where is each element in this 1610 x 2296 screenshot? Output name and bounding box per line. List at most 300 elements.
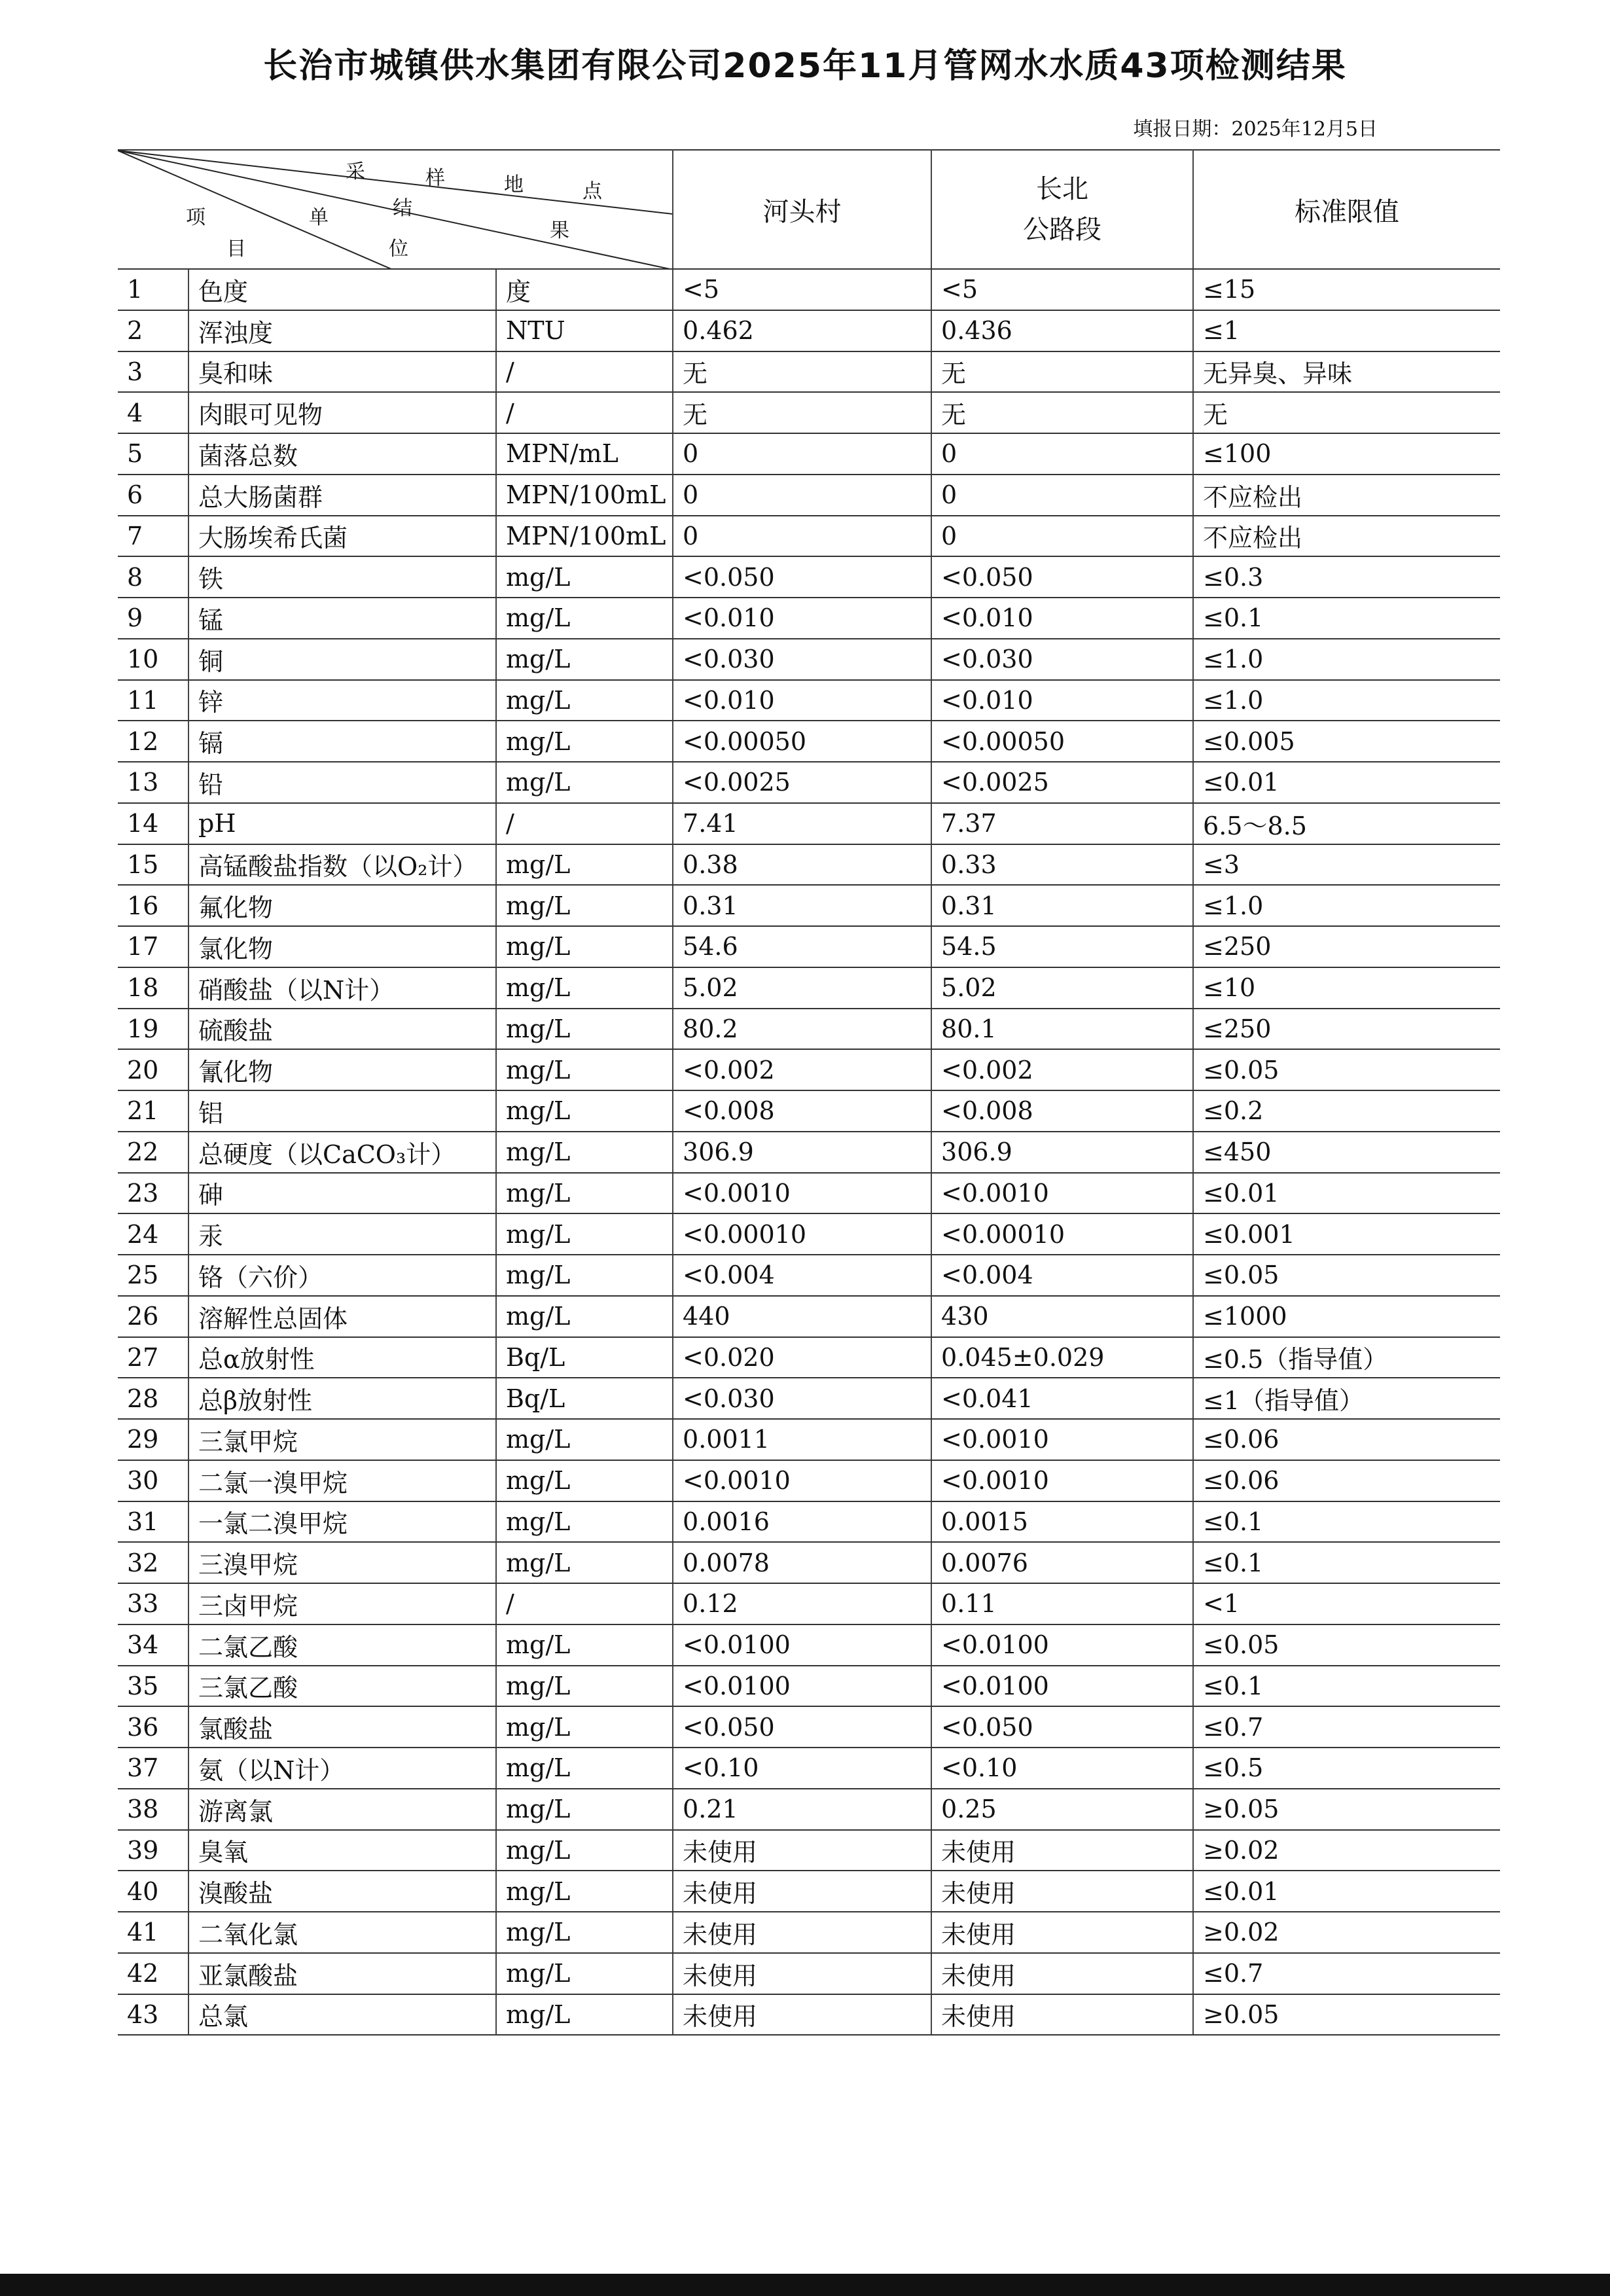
header-label: 目	[226, 238, 246, 260]
site2-value: <0.0010	[931, 1419, 1193, 1460]
table-row	[118, 1132, 1500, 1173]
site1-value: <0.010	[673, 680, 931, 721]
table-row	[118, 1255, 1500, 1296]
row-number: 7	[118, 516, 188, 557]
standard-limit: <1	[1193, 1583, 1500, 1624]
unit: mg/L	[496, 1871, 673, 1912]
site2-value: 未使用	[931, 1830, 1193, 1871]
standard-limit: ≥0.05	[1193, 1994, 1500, 2036]
table-row	[118, 1748, 1500, 1789]
table-row	[118, 392, 1500, 433]
table-row	[118, 721, 1500, 762]
table-row	[118, 1912, 1500, 1953]
site1-value: <5	[673, 269, 931, 310]
standard-limit: ≤0.1	[1193, 1542, 1500, 1583]
standard-limit: ≤250	[1193, 926, 1500, 967]
site2-value: 0	[931, 475, 1193, 516]
site1-value: 0.38	[673, 844, 931, 886]
item-name: 镉	[188, 721, 496, 762]
table-row	[118, 1378, 1500, 1419]
table-row	[118, 556, 1500, 598]
unit: mg/L	[496, 762, 673, 803]
site2-value: 未使用	[931, 1953, 1193, 1994]
row-number: 18	[118, 967, 188, 1009]
table-row	[118, 1789, 1500, 1830]
unit: mg/L	[496, 1542, 673, 1583]
item-name: pH	[188, 803, 496, 844]
unit: mg/L	[496, 1666, 673, 1707]
site2-value: 5.02	[931, 967, 1193, 1009]
unit: /	[496, 351, 673, 393]
site2-value: 306.9	[931, 1132, 1193, 1173]
row-number: 26	[118, 1296, 188, 1337]
site1-value: 未使用	[673, 1871, 931, 1912]
row-number: 12	[118, 721, 188, 762]
standard-limit: ≤0.005	[1193, 721, 1500, 762]
row-number: 2	[118, 310, 188, 351]
unit: mg/L	[496, 1009, 673, 1050]
standard-limit: ≤1.0	[1193, 680, 1500, 721]
site1-value: 5.02	[673, 967, 931, 1009]
site2-value: 80.1	[931, 1009, 1193, 1050]
unit: mg/L	[496, 967, 673, 1009]
row-number: 8	[118, 556, 188, 598]
site2-value: 0.33	[931, 844, 1193, 886]
standard-limit: 无	[1193, 392, 1500, 433]
row-number: 20	[118, 1049, 188, 1090]
item-name: 铁	[188, 556, 496, 598]
unit: mg/L	[496, 1501, 673, 1543]
site2-value: 0.436	[931, 310, 1193, 351]
row-number: 15	[118, 844, 188, 886]
standard-limit: ≤1.0	[1193, 885, 1500, 926]
site1-value: 0.31	[673, 885, 931, 926]
site1-value: 0.12	[673, 1583, 931, 1624]
item-name: 硝酸盐（以N计）	[188, 967, 496, 1009]
report-title: 长治市城镇供水集团有限公司2025年11月管网水水质43项检测结果	[263, 46, 1347, 86]
site2-value: 0	[931, 433, 1193, 475]
unit: mg/L	[496, 1173, 673, 1214]
site2-value: <0.00050	[931, 721, 1193, 762]
site1-value: <0.002	[673, 1049, 931, 1090]
standard-limit: 无异臭、异味	[1193, 351, 1500, 393]
item-name: 氟化物	[188, 885, 496, 926]
table-row	[118, 762, 1500, 803]
site2-value: 未使用	[931, 1912, 1193, 1953]
unit: mg/L	[496, 1419, 673, 1460]
row-number: 27	[118, 1337, 188, 1378]
table-row	[118, 1953, 1500, 1994]
unit: mg/L	[496, 721, 673, 762]
column-header-site2: 长北 公路段	[931, 150, 1193, 269]
site2-value: 未使用	[931, 1994, 1193, 2036]
site2-value: <0.041	[931, 1378, 1193, 1419]
site1-value: 7.41	[673, 803, 931, 844]
row-number: 19	[118, 1009, 188, 1050]
standard-limit: ≤0.3	[1193, 556, 1500, 598]
item-name: 二氯乙酸	[188, 1624, 496, 1666]
site2-value: <0.0100	[931, 1666, 1193, 1707]
standard-limit: ≤0.05	[1193, 1624, 1500, 1666]
item-name: 铝	[188, 1090, 496, 1132]
site2-value: <0.008	[931, 1090, 1193, 1132]
standard-limit: ≥0.02	[1193, 1912, 1500, 1953]
site1-value: <0.10	[673, 1748, 931, 1789]
header-label: 项	[186, 206, 206, 229]
table-row	[118, 433, 1500, 475]
table-row	[118, 844, 1500, 886]
unit: mg/L	[496, 844, 673, 886]
site1-value: <0.0010	[673, 1173, 931, 1214]
row-number: 32	[118, 1542, 188, 1583]
unit: mg/L	[496, 680, 673, 721]
unit: mg/L	[496, 639, 673, 680]
table-row	[118, 1009, 1500, 1050]
table-row	[118, 1460, 1500, 1501]
site1-value: <0.0100	[673, 1666, 931, 1707]
row-number: 25	[118, 1255, 188, 1296]
site1-value: <0.030	[673, 1378, 931, 1419]
site1-value: <0.020	[673, 1337, 931, 1378]
site1-value: 未使用	[673, 1953, 931, 1994]
item-name: 氯化物	[188, 926, 496, 967]
site2-value: <0.0010	[931, 1173, 1193, 1214]
item-name: 一氯二溴甲烷	[188, 1501, 496, 1543]
item-name: 臭氧	[188, 1830, 496, 1871]
item-name: 总β放射性	[188, 1378, 496, 1419]
table-row	[118, 926, 1500, 967]
standard-limit: ≤0.001	[1193, 1213, 1500, 1255]
site1-value: 未使用	[673, 1912, 931, 1953]
unit: mg/L	[496, 598, 673, 639]
unit: /	[496, 1583, 673, 1624]
row-number: 30	[118, 1460, 188, 1501]
row-number: 17	[118, 926, 188, 967]
site2-value: <0.002	[931, 1049, 1193, 1090]
header-label: 点	[582, 180, 602, 203]
item-name: 二氯一溴甲烷	[188, 1460, 496, 1501]
standard-limit: ≤0.1	[1193, 1666, 1500, 1707]
table-row	[118, 269, 1500, 310]
table-row	[118, 1624, 1500, 1666]
table-row	[118, 1419, 1500, 1460]
standard-limit: ≤1.0	[1193, 639, 1500, 680]
site2-value: 0	[931, 516, 1193, 557]
standard-limit: 6.5～8.5	[1193, 803, 1500, 844]
site1-value: <0.030	[673, 639, 931, 680]
column-header-site1: 河头村	[673, 150, 931, 269]
unit: /	[496, 392, 673, 433]
unit: mg/L	[496, 1789, 673, 1830]
row-number: 24	[118, 1213, 188, 1255]
header-label: 采	[346, 160, 365, 183]
item-name: 三氯甲烷	[188, 1419, 496, 1460]
header-label: 果	[550, 219, 569, 242]
item-name: 三溴甲烷	[188, 1542, 496, 1583]
site1-value: 无	[673, 392, 931, 433]
unit: mg/L	[496, 1830, 673, 1871]
row-number: 11	[118, 680, 188, 721]
item-name: 总硬度（以CaCO₃计）	[188, 1132, 496, 1173]
item-name: 亚氯酸盐	[188, 1953, 496, 1994]
standard-limit: ≤1	[1193, 310, 1500, 351]
table-row	[118, 1583, 1500, 1624]
unit: mg/L	[496, 1296, 673, 1337]
table-row	[118, 803, 1500, 844]
item-name: 铜	[188, 639, 496, 680]
unit: Bq/L	[496, 1378, 673, 1419]
standard-limit: ≤250	[1193, 1009, 1500, 1050]
site1-value: 0	[673, 433, 931, 475]
row-number: 13	[118, 762, 188, 803]
unit: mg/L	[496, 1255, 673, 1296]
row-number: 6	[118, 475, 188, 516]
site2-value: <0.050	[931, 556, 1193, 598]
header-label: 位	[389, 238, 408, 260]
site2-value: <0.10	[931, 1748, 1193, 1789]
site2-value: 未使用	[931, 1871, 1193, 1912]
row-number: 36	[118, 1706, 188, 1748]
site1-value: 未使用	[673, 1830, 931, 1871]
site1-value: <0.050	[673, 556, 931, 598]
table-row	[118, 1871, 1500, 1912]
unit: mg/L	[496, 1132, 673, 1173]
item-name: 三氯乙酸	[188, 1666, 496, 1707]
table-row	[118, 639, 1500, 680]
row-number: 33	[118, 1583, 188, 1624]
unit: mg/L	[496, 885, 673, 926]
item-name: 锌	[188, 680, 496, 721]
row-number: 40	[118, 1871, 188, 1912]
site1-value: <0.00050	[673, 721, 931, 762]
standard-limit: ≤1000	[1193, 1296, 1500, 1337]
column-header-standard: 标准限值	[1193, 150, 1500, 269]
standard-limit: ≤0.06	[1193, 1419, 1500, 1460]
unit: mg/L	[496, 1090, 673, 1132]
item-name: 氯酸盐	[188, 1706, 496, 1748]
row-number: 1	[118, 269, 188, 310]
site2-value: <0.0010	[931, 1460, 1193, 1501]
site2-value: <0.004	[931, 1255, 1193, 1296]
site1-value: 440	[673, 1296, 931, 1337]
unit: mg/L	[496, 1912, 673, 1953]
site2-value: <0.010	[931, 598, 1193, 639]
site2-value: 54.5	[931, 926, 1193, 967]
item-name: 总大肠菌群	[188, 475, 496, 516]
item-name: 溶解性总固体	[188, 1296, 496, 1337]
standard-limit: ≥0.02	[1193, 1830, 1500, 1871]
site2-value: 无	[931, 351, 1193, 393]
row-number: 42	[118, 1953, 188, 1994]
site2-value: <0.0025	[931, 762, 1193, 803]
site1-value: 0.21	[673, 1789, 931, 1830]
unit: mg/L	[496, 1624, 673, 1666]
row-number: 5	[118, 433, 188, 475]
standard-limit: ≤0.5	[1193, 1748, 1500, 1789]
item-name: 氰化物	[188, 1049, 496, 1090]
unit: mg/L	[496, 1213, 673, 1255]
unit: 度	[496, 269, 673, 310]
table-row	[118, 1501, 1500, 1543]
standard-limit: ≤1（指导值）	[1193, 1378, 1500, 1419]
header-label: 结	[393, 197, 412, 220]
table-row	[118, 475, 1500, 516]
row-number: 10	[118, 639, 188, 680]
row-number: 3	[118, 351, 188, 393]
table-row	[118, 1090, 1500, 1132]
standard-limit: ≤15	[1193, 269, 1500, 310]
table-row	[118, 1213, 1500, 1255]
unit: MPN/100mL	[496, 516, 673, 557]
item-name: 总α放射性	[188, 1337, 496, 1378]
item-name: 菌落总数	[188, 433, 496, 475]
item-name: 浑浊度	[188, 310, 496, 351]
site1-value: 无	[673, 351, 931, 393]
site1-value: <0.00010	[673, 1213, 931, 1255]
item-name: 锰	[188, 598, 496, 639]
standard-limit: ≤0.2	[1193, 1090, 1500, 1132]
standard-limit: ≤0.05	[1193, 1049, 1500, 1090]
table-row	[118, 1049, 1500, 1090]
unit: mg/L	[496, 1748, 673, 1789]
standard-limit: ≤0.01	[1193, 762, 1500, 803]
site1-value: 80.2	[673, 1009, 931, 1050]
site2-value: 无	[931, 392, 1193, 433]
row-number: 16	[118, 885, 188, 926]
unit: mg/L	[496, 1706, 673, 1748]
item-name: 溴酸盐	[188, 1871, 496, 1912]
item-name: 铅	[188, 762, 496, 803]
unit: MPN/100mL	[496, 475, 673, 516]
site2-value: 0.11	[931, 1583, 1193, 1624]
standard-limit: ≤0.5（指导值）	[1193, 1337, 1500, 1378]
site2-value: <5	[931, 269, 1193, 310]
table-header-row	[118, 150, 1500, 269]
header-label: 样	[425, 167, 445, 190]
row-number: 23	[118, 1173, 188, 1214]
table-row	[118, 885, 1500, 926]
water-quality-table	[118, 149, 1500, 2036]
site1-value: 0	[673, 475, 931, 516]
site2-value: <0.0100	[931, 1624, 1193, 1666]
site1-value: <0.008	[673, 1090, 931, 1132]
site1-value: 54.6	[673, 926, 931, 967]
standard-limit: ≤3	[1193, 844, 1500, 886]
site2-value: <0.050	[931, 1706, 1193, 1748]
row-number: 43	[118, 1994, 188, 2036]
table-row	[118, 967, 1500, 1009]
site1-value: <0.010	[673, 598, 931, 639]
item-name: 高锰酸盐指数（以O₂计）	[188, 844, 496, 886]
unit: NTU	[496, 310, 673, 351]
scan-edge	[0, 2274, 1610, 2296]
table-row	[118, 1994, 1500, 2036]
site1-value: 0.0011	[673, 1419, 931, 1460]
item-name: 总氯	[188, 1994, 496, 2036]
standard-limit: 不应检出	[1193, 516, 1500, 557]
table-row	[118, 1173, 1500, 1214]
site2-value: <0.00010	[931, 1213, 1193, 1255]
report-date: 填报日期：2025年12月5日	[1133, 118, 1378, 141]
unit: mg/L	[496, 1994, 673, 2036]
unit: mg/L	[496, 556, 673, 598]
table-row	[118, 1337, 1500, 1378]
row-number: 37	[118, 1748, 188, 1789]
site1-value: 0	[673, 516, 931, 557]
site1-value: <0.0025	[673, 762, 931, 803]
table-row	[118, 1542, 1500, 1583]
unit: /	[496, 803, 673, 844]
item-name: 氨（以N计）	[188, 1748, 496, 1789]
table-row	[118, 1666, 1500, 1707]
standard-limit: ≤0.7	[1193, 1953, 1500, 1994]
row-number: 41	[118, 1912, 188, 1953]
unit: mg/L	[496, 1953, 673, 1994]
site2-value: 0.0076	[931, 1542, 1193, 1583]
header-label: 单	[309, 206, 329, 229]
row-number: 31	[118, 1501, 188, 1543]
unit: mg/L	[496, 926, 673, 967]
item-name: 肉眼可见物	[188, 392, 496, 433]
site1-value: 未使用	[673, 1994, 931, 2036]
unit: mg/L	[496, 1049, 673, 1090]
standard-limit: ≤10	[1193, 967, 1500, 1009]
item-name: 硫酸盐	[188, 1009, 496, 1050]
row-number: 34	[118, 1624, 188, 1666]
standard-limit: 不应检出	[1193, 475, 1500, 516]
table-row	[118, 1296, 1500, 1337]
site2-value: <0.030	[931, 639, 1193, 680]
item-name: 色度	[188, 269, 496, 310]
item-name: 三卤甲烷	[188, 1583, 496, 1624]
unit: Bq/L	[496, 1337, 673, 1378]
row-number: 9	[118, 598, 188, 639]
site1-value: 306.9	[673, 1132, 931, 1173]
site1-value: 0.0016	[673, 1501, 931, 1543]
table-row	[118, 1830, 1500, 1871]
standard-limit: ≤0.01	[1193, 1173, 1500, 1214]
site1-value: 0.0078	[673, 1542, 931, 1583]
standard-limit: ≥0.05	[1193, 1789, 1500, 1830]
item-name: 汞	[188, 1213, 496, 1255]
standard-limit: ≤0.05	[1193, 1255, 1500, 1296]
row-number: 28	[118, 1378, 188, 1419]
standard-limit: ≤100	[1193, 433, 1500, 475]
table-row	[118, 516, 1500, 557]
site2-value: 0.25	[931, 1789, 1193, 1830]
site2-value: 7.37	[931, 803, 1193, 844]
site2-value: 430	[931, 1296, 1193, 1337]
unit: mg/L	[496, 1460, 673, 1501]
standard-limit: ≤0.01	[1193, 1871, 1500, 1912]
table-row	[118, 1706, 1500, 1748]
standard-limit: ≤0.1	[1193, 1501, 1500, 1543]
site1-value: <0.0010	[673, 1460, 931, 1501]
standard-limit: ≤450	[1193, 1132, 1500, 1173]
header-label: 地	[504, 173, 524, 196]
row-number: 14	[118, 803, 188, 844]
item-name: 大肠埃希氏菌	[188, 516, 496, 557]
row-number: 21	[118, 1090, 188, 1132]
site2-value: 0.045±0.029	[931, 1337, 1193, 1378]
item-name: 臭和味	[188, 351, 496, 393]
table-row	[118, 598, 1500, 639]
table-row	[118, 310, 1500, 351]
site2-value: 0.0015	[931, 1501, 1193, 1543]
standard-limit: ≤0.06	[1193, 1460, 1500, 1501]
site2-value: 0.31	[931, 885, 1193, 926]
site2-value: <0.010	[931, 680, 1193, 721]
